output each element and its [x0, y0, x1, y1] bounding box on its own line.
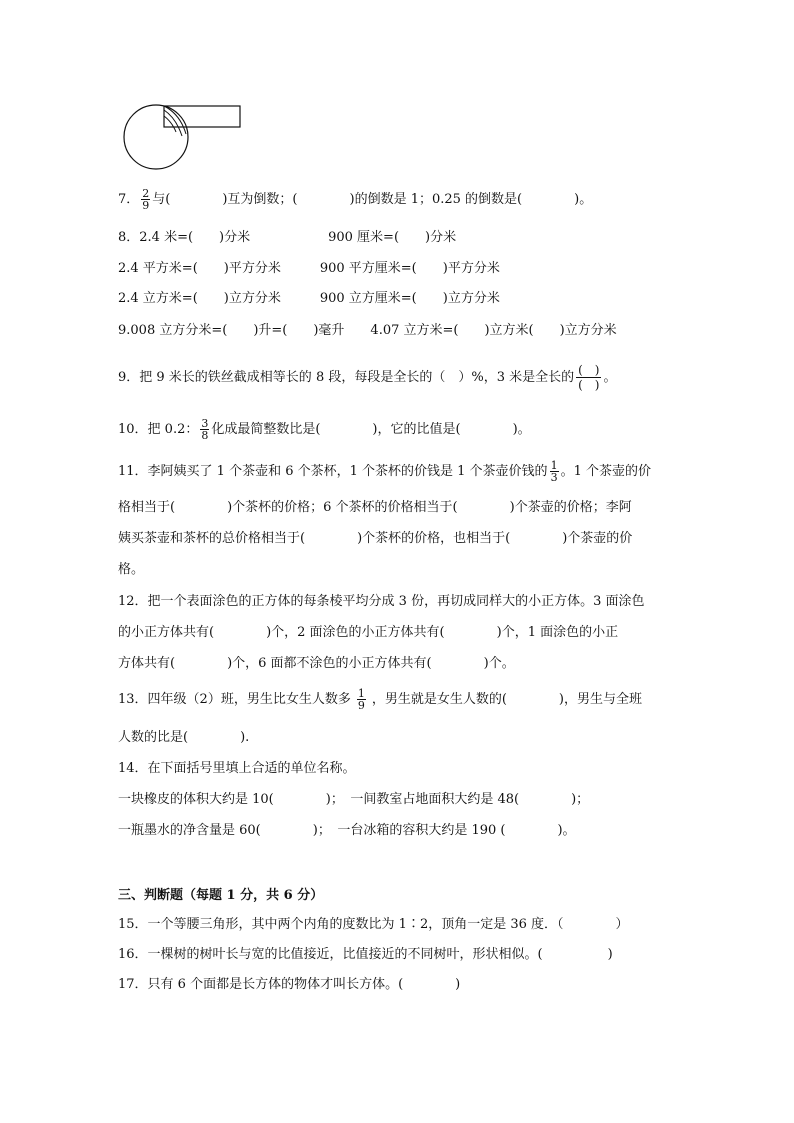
fraction-1-3: $\frac{1}{3}$ — [550, 459, 558, 484]
fraction-3-8: $\frac{3}{8}$ — [201, 417, 209, 442]
question-15: 15．一个等腰三角形，其中两个内角的度数比为 1∶2，顶角一定是 36 度．（ ） — [118, 917, 629, 932]
question-11-line-3: 姨买茶壶和茶杯的总价格相当于( )个茶杯的价格，也相当于( )个茶壶的价 — [118, 531, 633, 546]
question-16: 16．一棵树的树叶长与宽的比值接近，比值接近的不同树叶，形状相似。( ) — [118, 947, 613, 962]
blank-fraction: $\frac{( )}{( )}$ — [578, 363, 600, 392]
question-14-line-1: 一块橡皮的体积大约是 10( )； 一间教室占地面积大约是 48( )； — [118, 792, 590, 807]
question-14-title: 14．在下面括号里填上合适的单位名称。 — [118, 761, 356, 776]
question-8-line-2: 2.4 平方米=( )平方分米 900 平方厘米=( )平方分米 — [118, 261, 500, 276]
question-12-line-1: 12．把一个表面涂色的正方体的每条棱平均分成 3 份，再切成同样大的小正方体。3 面涂色 — [118, 594, 645, 609]
question-11-line-4: 格。 — [118, 562, 145, 577]
question-14-line-2: 一瓶墨水的净含量是 60( )； 一台冰箱的容积大约是 190 ( )。 — [118, 823, 576, 838]
question-11-line-2: 格相当于( )个茶杯的价格；6 个茶杯的价格相当于( )个茶壶的价格；李阿 — [118, 500, 632, 515]
circle-rectangle-figure — [118, 98, 248, 174]
question-12-line-3: 方体共有( )个，6 面都不涂色的小正方体共有( )个。 — [118, 656, 515, 671]
question-7: 7． $\frac{2}{9}$ 与( )互为倒数；( )的倒数是 1；0.25 的倒数是( )。 — [118, 187, 593, 212]
question-8-line-3: 2.4 立方米=( )立方分米 900 立方厘米=( )立方分米 — [118, 291, 500, 306]
question-10: 10．把 0.2： $\frac{3}{8}$ 化成最简整数比是( )，它的比值是( )。 — [118, 417, 531, 442]
question-12-line-2: 的小正方体共有( )个，2 面涂色的小正方体共有( )个，1 面涂色的小正 — [118, 625, 619, 640]
question-13-line-1: 13．四年级（2）班，男生比女生人数多 $\frac{1}{9}$ ，男生就是女生人数的( )，男生与全班 — [118, 687, 642, 712]
question-13-line-2: 人数的比是( ). — [118, 730, 250, 745]
fraction-1-9: $\frac{1}{9}$ — [357, 687, 365, 712]
question-17: 17．只有 6 个面都是长方体的物体才叫长方体。( ) — [118, 977, 461, 992]
fraction-2-9: $\frac{2}{9}$ — [142, 187, 150, 212]
question-11-line-1: 11．李阿姨买了 1 个茶壶和 6 个茶杯，1 个茶杯的价钱是 1 个茶壶价钱的 $\frac{1}{3}$ 。1 个茶壶的价 — [118, 459, 651, 484]
question-8-line-4: 9.008 立方分米=( )升=( )毫升 4.07 立方米=( )立方米( )立方分米 — [118, 323, 617, 338]
question-8-line-1: 8．2.4 米=( )分米 900 厘米=( )分米 — [118, 230, 457, 245]
question-9: 9．把 9 米长的铁丝截成相等长的 8 段，每段是全长的（ ）%，3 米是全长的 $\frac{( )}{( )}$ 。 — [118, 363, 617, 392]
section-3-title: 三、判断题（每题 1 分，共 6 分） — [118, 888, 324, 903]
